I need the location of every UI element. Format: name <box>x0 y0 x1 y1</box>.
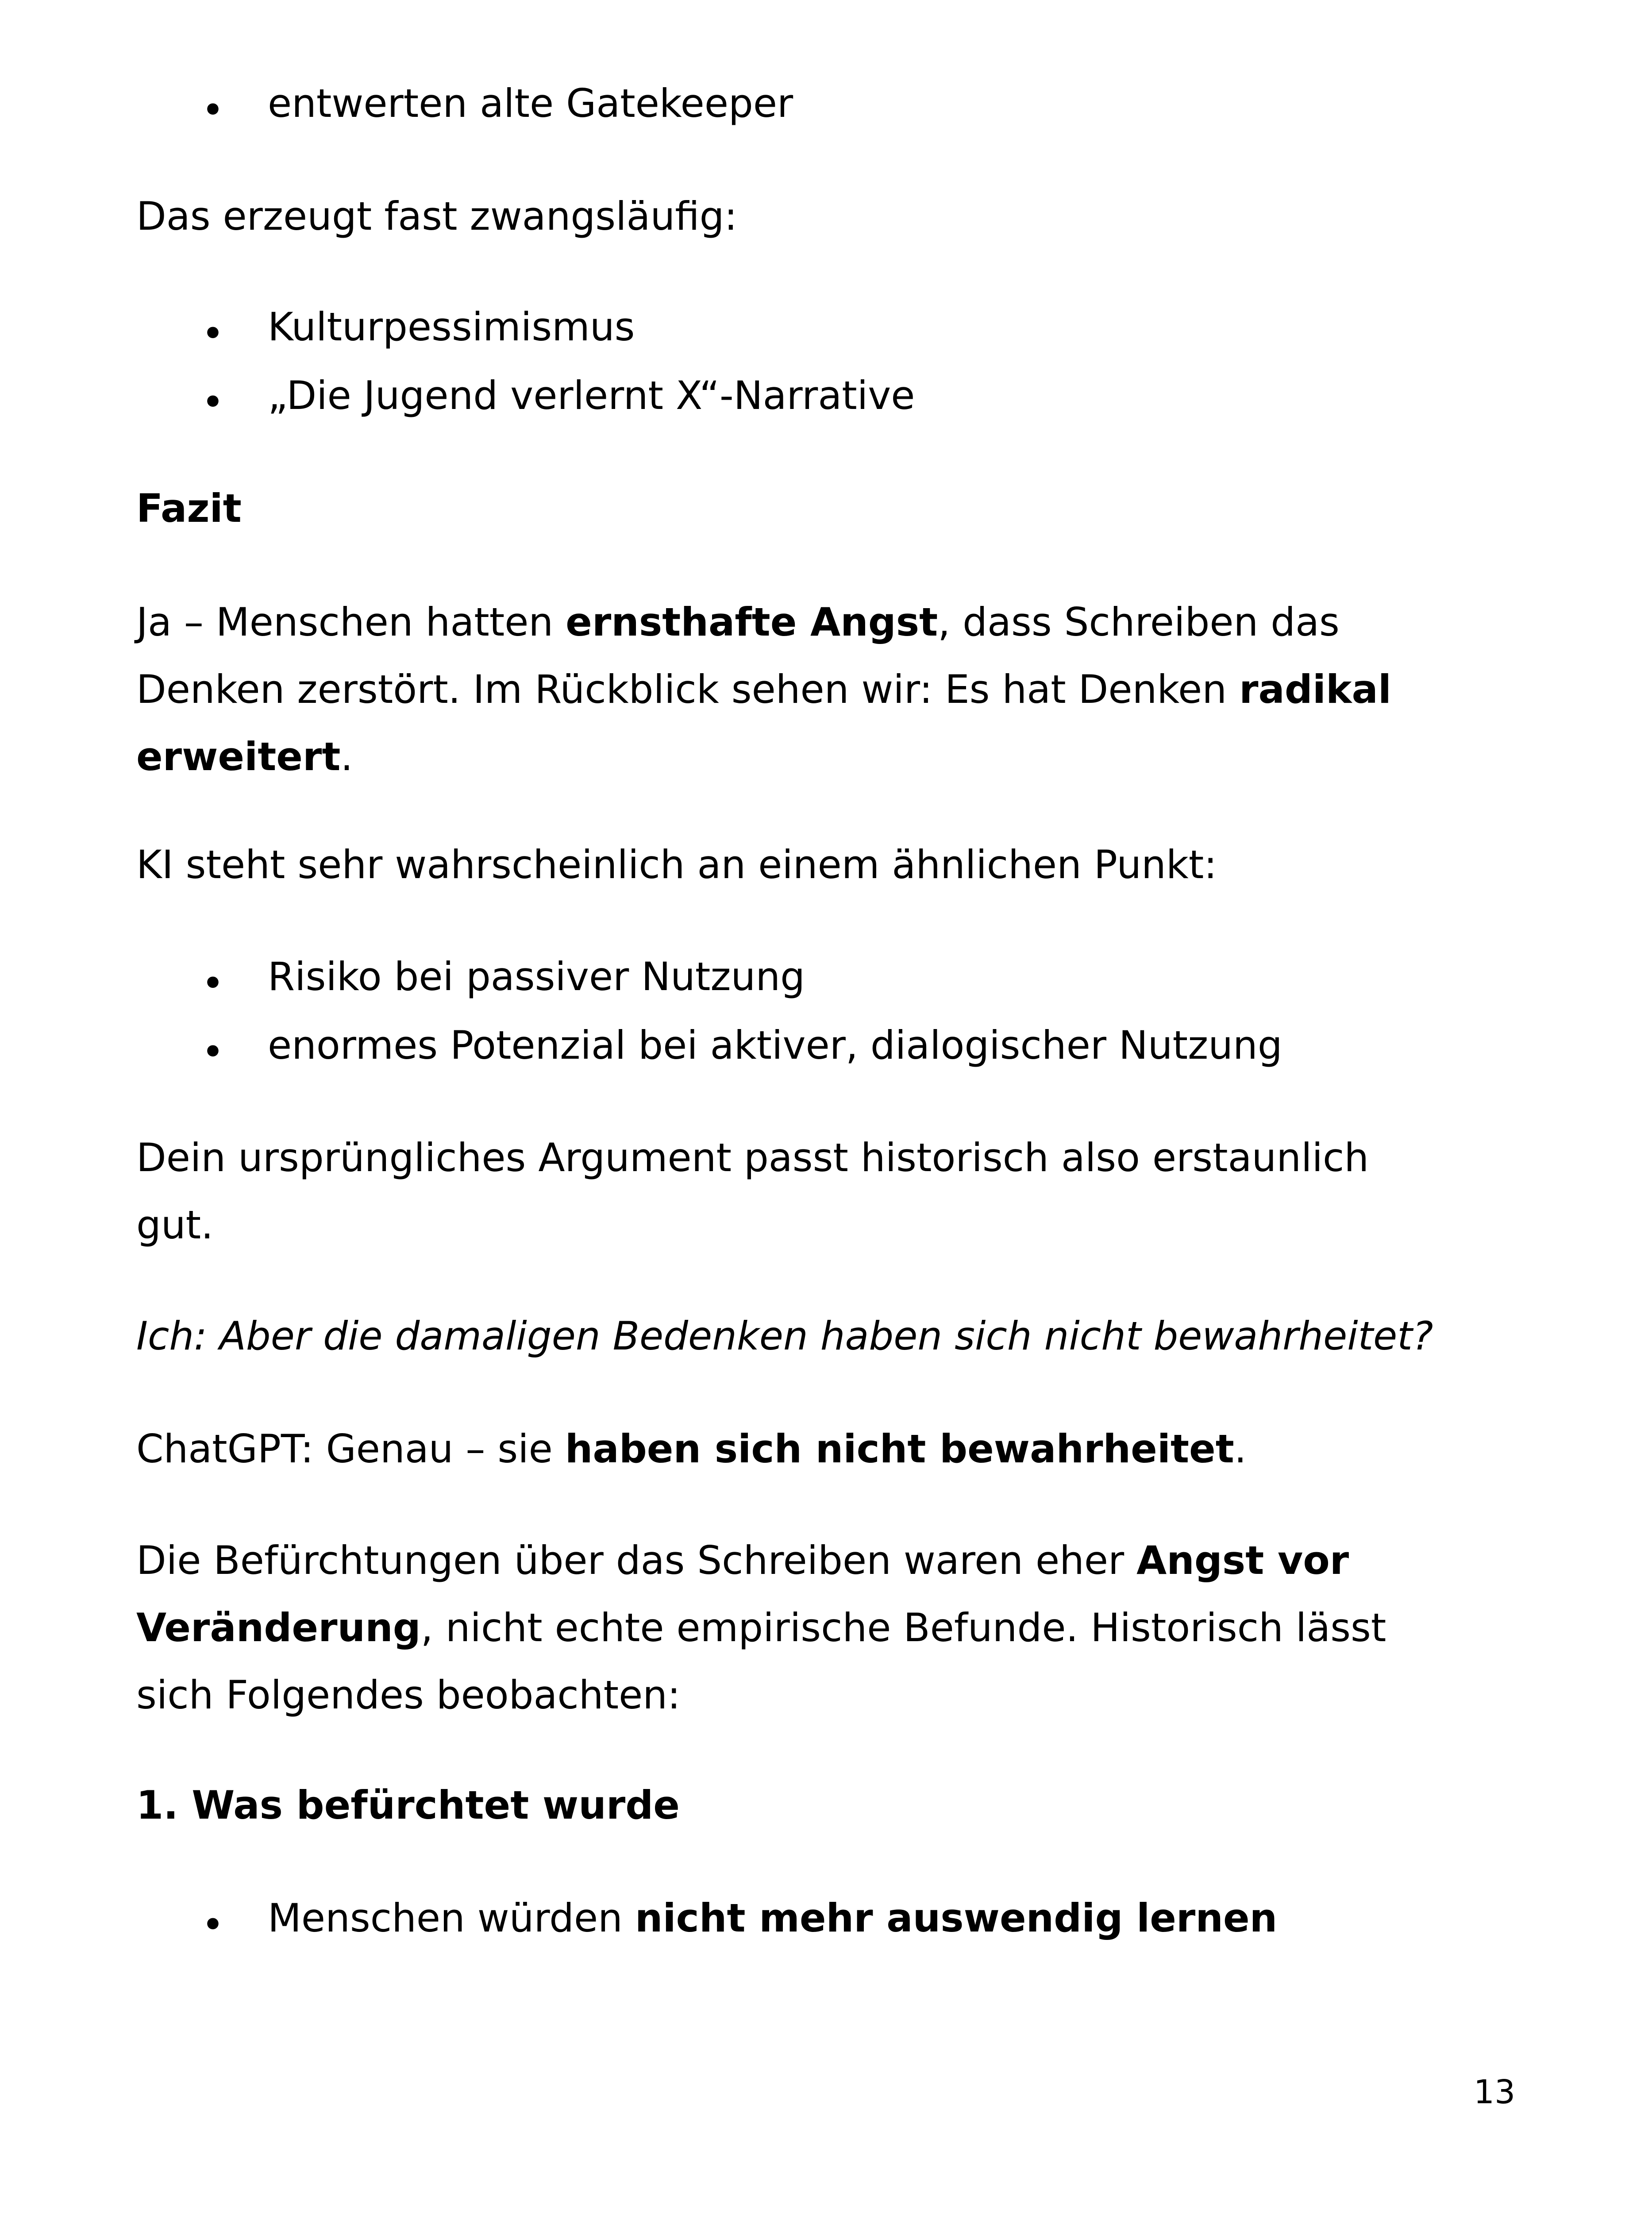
paragraph: KI steht sehr wahrscheinlich an einem ähnlichen Punkt: <box>136 842 1217 887</box>
bullet-icon: • <box>201 311 224 356</box>
list-item: entwerten alte Gatekeeper <box>268 81 793 126</box>
paragraph: Dein ursprüngliches Argument passt historisch also erstaunlich gut. <box>136 1135 1369 1248</box>
user-question: Ich: Aber die damaligen Bedenken haben sich nicht bewahrheitet? <box>136 1313 1433 1359</box>
section-heading: 1. Was befürchtet wurde <box>136 1782 680 1828</box>
bullet-icon: • <box>201 379 224 425</box>
list-item: Menschen würden nicht mehr auswendig lernen <box>268 1895 1278 1941</box>
bullet-icon: • <box>201 87 224 133</box>
bullet-icon: • <box>201 1029 224 1075</box>
list-item: „Die Jugend verlernt X“-Narrative <box>268 373 915 418</box>
list-item: enormes Potenzial bei aktiver, dialogischer Nutzung <box>268 1022 1282 1068</box>
bullet-icon: • <box>201 1902 224 1947</box>
paragraph: Das erzeugt fast zwangsläufig: <box>136 193 738 239</box>
list-item: Risiko bei passiver Nutzung <box>268 954 805 999</box>
section-heading: Fazit <box>136 486 242 531</box>
paragraph: Die Befürchtungen über das Schreiben waren eher Angst vor Veränderung, nicht echte empirische Befunde. Historisch lässt sich Folgendes beobachten: <box>136 1538 1386 1718</box>
paragraph: ChatGPT: Genau – sie haben sich nicht bewahrheitet. <box>136 1426 1247 1472</box>
list-item: Kulturpessimismus <box>268 304 635 350</box>
bullet-icon: • <box>201 960 224 1006</box>
page-number: 13 <box>1474 2073 1516 2111</box>
paragraph: Ja – Menschen hatten ernsthafte Angst, dass Schreiben das Denken zerstört. Im Rückblick sehen wir: Es hat Denken radikal erweitert. <box>136 599 1392 779</box>
